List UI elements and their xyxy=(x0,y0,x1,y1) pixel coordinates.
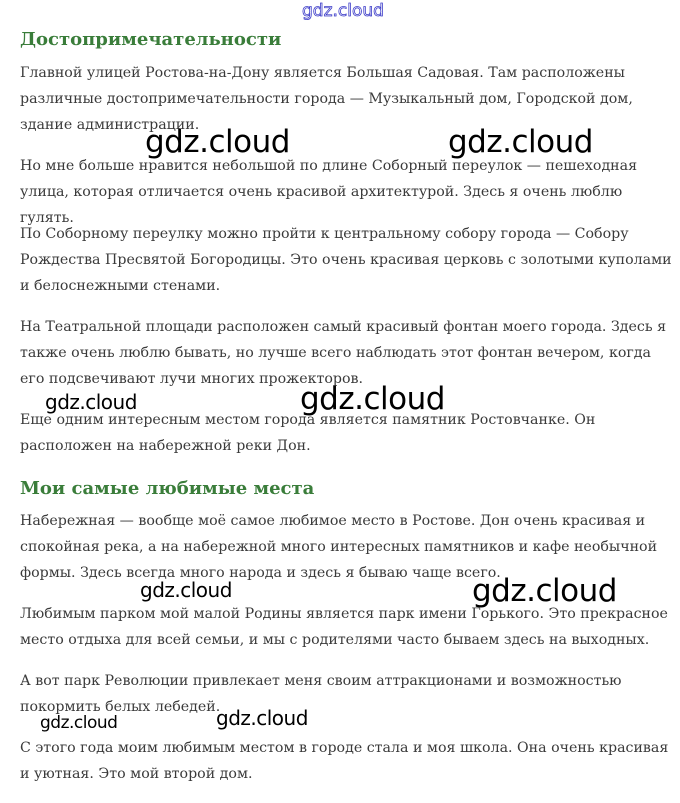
paragraph: На Театральной площади расположен самый красивый фонтан моего города. Здесь я также очень люблю бывать, но лучше всего наблюдать этот фонтан вечером, когда его подсвечивают лучи многих прожекторов. xyxy=(20,319,667,387)
watermark: gdz.cloud xyxy=(216,706,308,730)
paragraph: Набережная — вообще моё самое любимое место в Ростове. Дон очень красивая и спокойная река, а на набережной много интересных памятников и кафе необычной формы. Здесь всегда много народа и здесь я бываю чаще всего. xyxy=(20,513,658,581)
paragraph: Любимым парком мой малой Родины является парк имени Горького. Это прекрасное место отдыха для всей семьи, и мы с родителями часто бываем здесь на выходных. xyxy=(20,606,668,648)
watermark: gdz.cloud xyxy=(300,381,445,417)
paragraph: Главной улицей Ростова-на-Дону является Большая Садовая. Там расположены различные достопримечательности города — Музыкальный дом, Городской дом, здание администрации. xyxy=(20,65,633,133)
watermark: gdz.cloud xyxy=(472,573,617,609)
section-heading-favorite-places: Мои самые любимые места xyxy=(20,478,315,499)
watermark: gdz.cloud xyxy=(448,124,593,160)
watermark: gdz.cloud xyxy=(45,390,137,414)
paragraph: С этого года моим любимым местом в городе стала и моя школа. Она очень красивая и уютная. Это мой второй дом. xyxy=(20,740,669,782)
watermark: gdz.cloud xyxy=(40,713,118,733)
paragraph: А вот парк Революции привлекает меня своим аттракционами и возможностью покормить белых лебедей. xyxy=(20,673,622,715)
paragraph: По Соборному переулку можно пройти к центральному собору города — Собору Рождества Пресвятой Богородицы. Это очень красивая церковь с золотыми куполами и белоснежными стенами. xyxy=(20,226,672,294)
paragraph: Еще одним интересным местом города является памятник Ростовчанке. Он расположен на набережной реки Дон. xyxy=(20,412,596,454)
section-heading-sights: Достопримечательности xyxy=(20,29,282,50)
watermark: gdz.cloud xyxy=(145,124,290,160)
watermark: gdz.cloud xyxy=(140,578,232,602)
watermark: gdz.cloud xyxy=(302,1,384,21)
paragraph: Но мне больше нравится небольшой по длине Соборный переулок — пешеходная улица, которая отличается очень красивой архитектурой. Здесь я очень люблю гулять. xyxy=(20,158,638,226)
